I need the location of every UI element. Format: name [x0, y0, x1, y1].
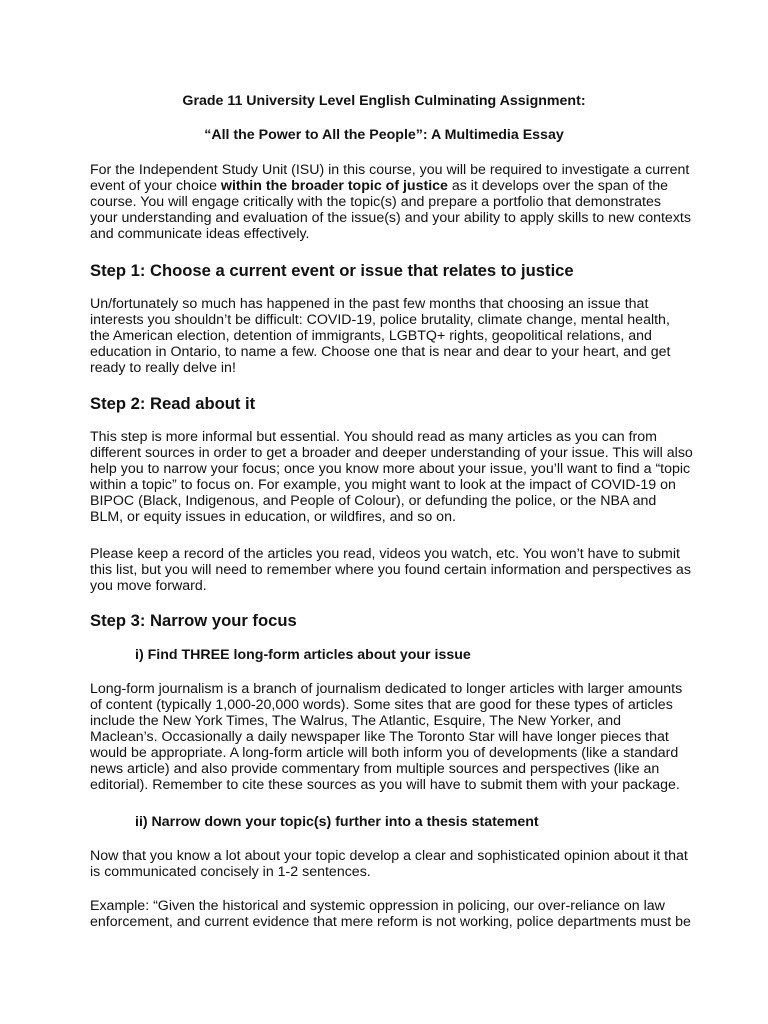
- longform-line: Maclean’s. Occasionally a daily newspaper like The Toronto Star will have longer pieces that: [90, 729, 669, 745]
- longform-line: editorial). Remember to cite these sources as you will have to submit them with your package.: [90, 777, 680, 793]
- step1-line: education in Ontario, to name a few. Choose one that is near and dear to your heart, and get: [90, 344, 671, 360]
- step3-sub2-heading: ii) Narrow down your topic(s) further into a thesis statement: [135, 814, 539, 830]
- example-line: enforcement, and current evidence that mere reform is not working, police departments must be: [90, 914, 691, 930]
- document-title: Grade 11 University Level English Culminating Assignment:: [182, 93, 586, 109]
- step2-line: within a topic” to focus on. For example, you might want to look at the impact of COVID-19 on: [90, 477, 676, 493]
- longform-line: news article) and also provide commentary from multiple sources and perspectives (like an: [90, 761, 660, 777]
- record-line: this list, but you will need to remember where you found certain information and perspectives as: [90, 562, 691, 578]
- step2-line: BLM, or equity issues in education, or wildfires, and so on.: [90, 509, 456, 525]
- intro-text: as it develops over the span of the: [447, 178, 668, 194]
- thesis-paragraph: [90, 848, 690, 880]
- step1-paragraph: [90, 296, 690, 376]
- longform-line: would be appropriate. A long-form article will both inform you of developments (like a standard: [90, 745, 679, 761]
- intro-paragraph: [90, 162, 690, 242]
- intro-line: For the Independent Study Unit (ISU) in this course, you will be required to investigate a current: [90, 162, 690, 178]
- step3-heading: Step 3: Narrow your focus: [90, 611, 297, 630]
- intro-line: course. You will engage critically with the topic(s) and prepare a portfolio that demonstrates: [90, 194, 661, 210]
- longform-line: of content (typically 1,000-20,000 words). Some sites that are good for these types of articles: [90, 697, 673, 713]
- thesis-line: is communicated concisely in 1-2 sentences.: [90, 864, 371, 880]
- step2-line: BIPOC (Black, Indigenous, and People of Colour), or defunding the police, or the NBA and: [90, 493, 657, 509]
- step2-line: This step is more informal but essential. You should read as many articles as you can from: [90, 429, 657, 445]
- longform-line: include the New York Times, The Walrus, The Atlantic, Esquire, The New Yorker, and: [90, 713, 621, 729]
- thesis-line: Now that you know a lot about your topic develop a clear and sophisticated opinion about it that: [90, 848, 688, 864]
- example-paragraph: [90, 898, 690, 930]
- step2-heading: Step 2: Read about it: [90, 394, 256, 413]
- step1-heading: Step 1: Choose a current event or issue that relates to justice: [90, 261, 574, 280]
- intro-bold-phrase: within the broader topic of justice: [220, 178, 448, 194]
- record-line: Please keep a record of the articles you read, videos you watch, etc. You won’t have to submit: [90, 546, 680, 562]
- step2-paragraph: [90, 429, 693, 525]
- step1-line: Un/fortunately so much has happened in the past few months that choosing an issue that: [90, 296, 649, 312]
- longform-paragraph: [90, 681, 690, 793]
- step2-line: different sources in order to get a broader and deeper understanding of your issue. This will also: [90, 445, 693, 461]
- intro-line: your understanding and evaluation of the issue(s) and your ability to apply skills to new contexts: [90, 210, 691, 226]
- step1-line: interests you shouldn’t be difficult: COVID-19, police brutality, climate change, mental health,: [90, 312, 670, 328]
- longform-line: Long-form journalism is a branch of journalism dedicated to longer articles with larger amounts: [90, 681, 683, 697]
- record-line: you move forward.: [90, 578, 207, 594]
- intro-line: and communicate ideas effectively.: [90, 226, 310, 242]
- step2-line: help you to narrow your focus; once you know more about your issue, you’ll want to find a “topic: [90, 461, 691, 477]
- intro-line: [90, 178, 690, 194]
- step1-line: the American election, detention of immigrants, LGBTQ+ rights, geopolitical relations, and: [90, 328, 652, 344]
- step3-sub1-heading: i) Find THREE long-form articles about your issue: [135, 647, 471, 663]
- record-paragraph: [90, 546, 690, 594]
- example-line: Example: “Given the historical and systemic oppression in policing, our over-reliance on law: [90, 898, 665, 914]
- step1-line: ready to really delve in!: [90, 360, 236, 376]
- document-subtitle: “All the Power to All the People”: A Multimedia Essay: [204, 127, 564, 143]
- intro-text: event of your choice: [90, 178, 221, 194]
